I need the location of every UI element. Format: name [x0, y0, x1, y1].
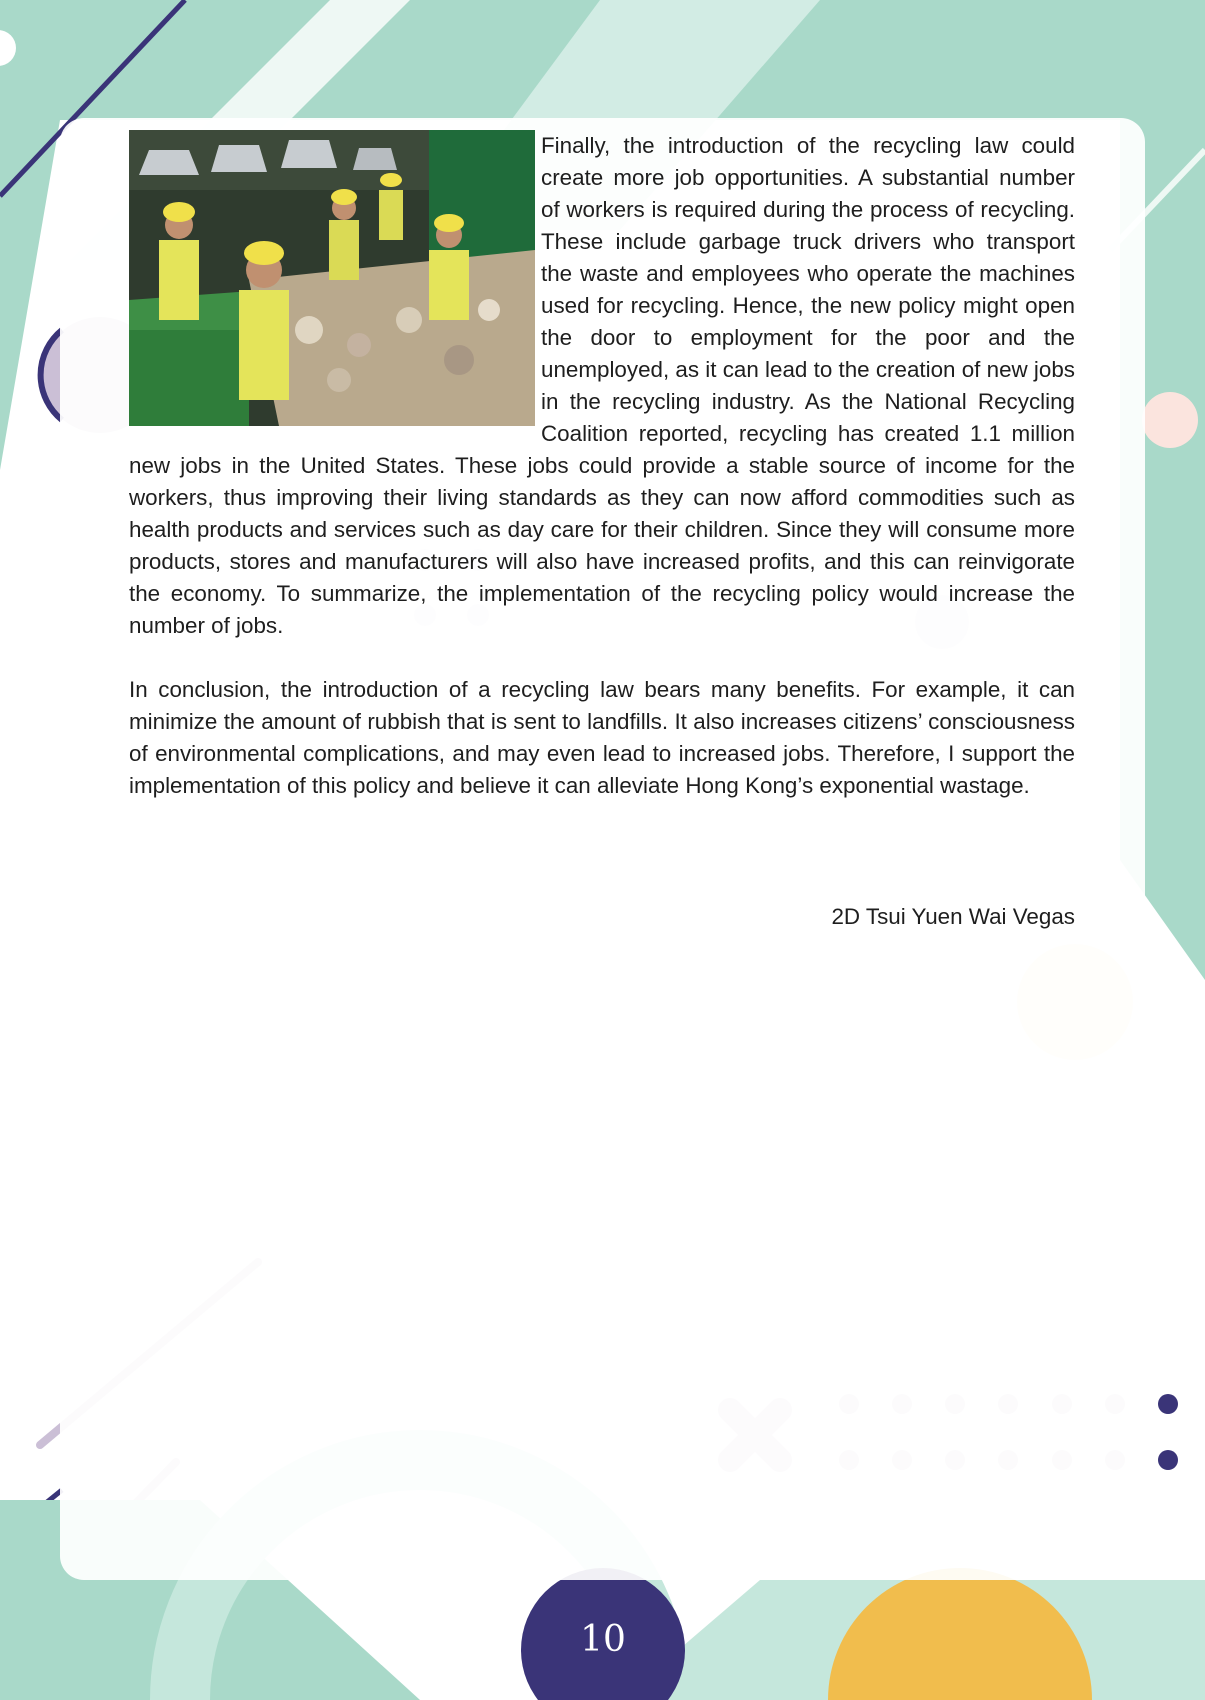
article-body: [129, 130, 1075, 802]
article-paragraph-2: In conclusion, the introduction of a recycling law bears many benefits. For example, it can minimize the amount of rubbish that is sent to landfills. It also increases citizens’ consciousness of environmental complications, and may even lead to increased jobs. Therefore, I support the implementation of this policy and believe it can alleviate Hong Kong’s exponential wastage.: [129, 677, 1075, 798]
page-number: 10: [580, 1619, 626, 1660]
author-signature: 2D Tsui Yuen Wai Vegas: [831, 904, 1075, 929]
bg-peach-circle-right: [1142, 392, 1198, 448]
recycling-workers-photo: [129, 130, 535, 426]
article-paragraph-1-text: Finally, the introduction of the recycling law could create more job opportunities. A substantial number of workers is required during the process of recycling. These include garbage truck drivers who transport the waste and employees who operate the machines used for recycling. Hence, the new policy might open the door to employment for the poor and the unemployed, as it can lead to the creation of new jobs in the recycling industry. As the National Recycling Coalition reported, recycling has created 1.1 million new jobs in the United States. These jobs could provide a stable source of income for the workers, thus improving their living standards as they can now afford commodities such as health products and services such as day care for their children. Since they will consume more products, stores and manufacturers will also have increased profits, and this can reinvigorate the economy. To summarize, the implementation of the recycling policy would increase the number of jobs.: [129, 133, 1075, 638]
article-paragraph-1: [129, 130, 1075, 642]
